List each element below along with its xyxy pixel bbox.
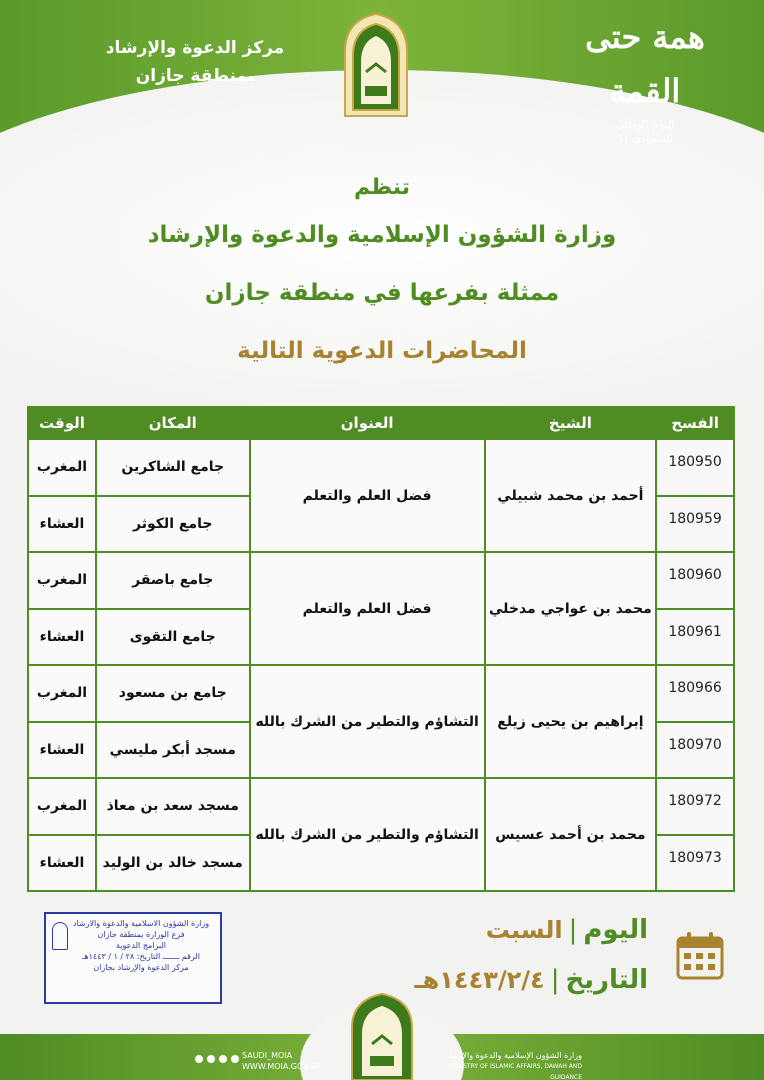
permit-cell: 180960 [656,552,734,609]
time-cell: العشاء [28,609,96,666]
official-stamp [44,912,222,1004]
sheikh-cell: محمد بن عواجي مدخلي [485,552,656,665]
social-handle[interactable]: SAUDI_MOIA [242,1051,293,1060]
org-name [80,34,310,90]
stamp-line3: البرامج الدعوية [116,941,166,950]
title-cell: التشاؤم والتطير من الشرك بالله [250,665,485,778]
footer-ministry [432,1050,582,1080]
sheikh-cell: أحمد بن محمد شبيلي [485,439,656,552]
heading-branch: ممثلة بفرعها في منطقة جازان [204,280,560,306]
sheikh-cell: محمد بن أحمد عسيس [485,778,656,891]
title-cell: فضل العلم والتعلم [250,552,485,665]
title-cell: فضل العلم والتعلم [250,439,485,552]
permit-cell: 180970 [656,722,734,779]
stamp-line5: مركز الدعوة والإرشاد بجازان [93,963,189,972]
stamp-line1: وزارة الشؤون الاسلامية والدعوة والارشاد [72,919,210,928]
time-cell: المغرب [28,552,96,609]
date-value: ١٤٤٣/٢/٤هـ [414,966,545,994]
place-cell: مسجد أبكر مليسي [96,722,250,779]
stamp-logo-icon [52,922,68,950]
heading-lectures: المحاضرات الدعوية التالية [237,338,527,364]
permit-cell: 180950 [656,439,734,496]
place-cell: مسجد سعد بن معاذ [96,778,250,835]
table-row [28,552,734,609]
stamp-line4: الرقم ـــــــ التاريخ: ٢٨ / ١ / ١٤٤٣هـ [82,952,200,961]
time-cell: المغرب [28,665,96,722]
time-cell: المغرب [28,778,96,835]
date-row [414,960,648,1000]
heading-ministry: وزارة الشؤون الإسلامية والدعوة والإرشاد [147,222,617,248]
national-day-slogan: همة حتى القمة [585,18,705,110]
stamp-line2: فرع الوزارة بمنطقة جازان [97,930,185,939]
col-time: الوقت [28,407,96,439]
table-row [28,778,734,835]
website-link[interactable]: WWW.MOIA.GOV.SA [242,1062,321,1071]
permit-cell: 180966 [656,665,734,722]
org-line1: مركز الدعوة والإرشاد [105,38,285,58]
ministry-logo-icon [346,992,418,1080]
title-cell: التشاؤم والتطير من الشرك بالله [250,778,485,891]
ministry-name-ar: وزارة الشؤون الإسلامية والدعوة والإرشاد [445,1051,582,1060]
separator: | [568,915,578,945]
national-day-line2: السعودي ٩١ [616,132,674,145]
time-cell: العشاء [28,496,96,553]
place-cell: مسجد خالد بن الوليد [96,835,250,892]
time-cell: العشاء [28,835,96,892]
time-cell: المغرب [28,439,96,496]
lectures-table [27,406,735,892]
table-row [28,439,734,496]
social-icons [194,1054,240,1064]
day-row [486,910,648,950]
col-permit: الفسح [656,407,734,439]
sheikh-cell: إبراهيم بن يحيى زيلع [485,665,656,778]
col-title: العنوان [250,407,485,439]
org-line2: بمنطقة جازان [135,66,255,86]
table-row [28,665,734,722]
date-label: التاريخ [565,965,648,995]
ministry-name-en: MINISTRY OF ISLAMIC AFFAIRS, DAWAH AND GUIDANCE [449,1063,582,1080]
permit-cell: 180973 [656,835,734,892]
table-header-row [28,407,734,439]
permit-cell: 180959 [656,496,734,553]
time-cell: العشاء [28,722,96,779]
separator: | [550,965,560,995]
heading-organizes: تنظم [354,175,410,200]
place-cell: جامع الكوثر [96,496,250,553]
ministry-logo-icon [341,12,411,118]
col-sheikh: الشيخ [485,407,656,439]
place-cell: جامع الشاكرين [96,439,250,496]
day-value: السبت [485,916,563,944]
headings [0,170,764,380]
day-label: اليوم [583,915,648,945]
calendar-icon [676,930,724,980]
place-cell: جامع باصقر [96,552,250,609]
national-day-badge [570,10,720,145]
permit-cell: 180972 [656,778,734,835]
national-day-line1: اليوم الوطني [615,118,675,131]
place-cell: جامع بن مسعود [96,665,250,722]
permit-cell: 180961 [656,609,734,666]
place-cell: جامع التقوى [96,609,250,666]
col-place: المكان [96,407,250,439]
